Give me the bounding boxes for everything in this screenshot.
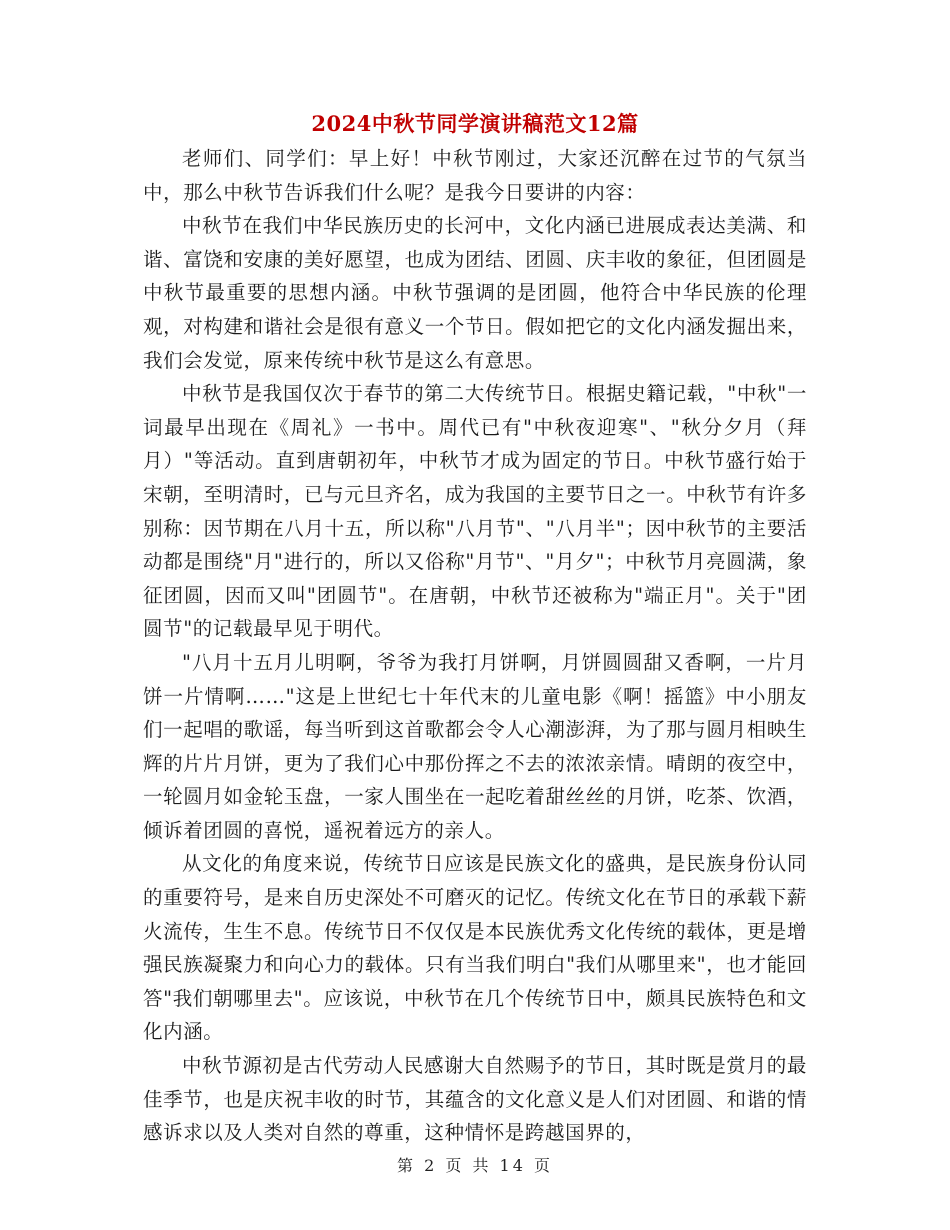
page-number-footer: 第 2 页 共 14 页	[397, 1156, 553, 1175]
paragraph: 从文化的角度来说，传统节日应该是民族文化的盛典，是民族身份认同的重要符号，是来自历史深处不可磨灭的记忆。传统文化在节日的承载下薪火流传，生生不息。传统节日不仅仅是本民族优秀文化传统的载体，更是增强民族凝聚力和向心力的载体。只有当我们明白"我们从哪里来"，也才能回答"我们朝哪里去"。应该说，中秋节在几个传统节日中，颇具民族特色和文化内涵。	[143, 852, 807, 1044]
document-body	[143, 142, 807, 1150]
paragraph: 老师们、同学们：早上好！中秋节刚过，大家还沉醉在过节的气氛当中，那么中秋节告诉我们什么呢？是我今日要讲的内容：	[143, 147, 807, 204]
paragraph: 中秋节是我国仅次于春节的第二大传统节日。根据史籍记载，"中秋"一词最早出现在《周礼》一书中。周代已有"中秋夜迎寒"、"秋分夕月（拜月）"等活动。直到唐朝初年，中秋节才成为固定的节日。中秋节盛行始于宋朝，至明清时，已与元旦齐名，成为我国的主要节日之一。中秋节有许多别称：因节期在八月十五，所以称"八月节"、"八月半"；因中秋节的主要活动都是围绕"月"进行的，所以又俗称"月节"、"月夕"；中秋节月亮圆满，象征团圆，因而又叫"团圆节"。在唐朝，中秋节还被称为"端正月"。关于"团圆节"的记载最早见于明代。	[143, 382, 807, 641]
paragraph: "八月十五月儿明啊，爷爷为我打月饼啊，月饼圆圆甜又香啊，一片月饼一片情啊……"这是上世纪七十年代末的儿童电影《啊！摇篮》中小朋友们一起唱的歌谣，每当听到这首歌都会令人心潮澎湃，为了那与圆月相映生辉的片片月饼，更为了我们心中那份挥之不去的浓浓亲情。晴朗的夜空中，一轮圆月如金轮玉盘，一家人围坐在一起吃着甜丝丝的月饼，吃茶、饮酒，倾诉着团圆的喜悦，遥祝着远方的亲人。	[143, 650, 807, 842]
document-title: 2024中秋节同学演讲稿范文12篇	[311, 111, 639, 136]
paragraph: 中秋节源初是古代劳动人民感谢大自然赐予的节日，其时既是赏月的最佳季节，也是庆祝丰收的时节，其蕴含的文化意义是人们对团圆、和谐的情感诉求以及人类对自然的尊重，这种情怀是跨越国界的，	[143, 1054, 807, 1145]
paragraph: 中秋节在我们中华民族历史的长河中，文化内涵已进展成表达美满、和谐、富饶和安康的美好愿望，也成为团结、团圆、庆丰收的象征，但团圆是中秋节最重要的思想内涵。中秋节强调的是团圆，他符合中华民族的伦理观，对构建和谐社会是很有意义一个节日。假如把它的文化内涵发掘出来，我们会发觉，原来传统中秋节是这么有意思。	[143, 214, 807, 372]
